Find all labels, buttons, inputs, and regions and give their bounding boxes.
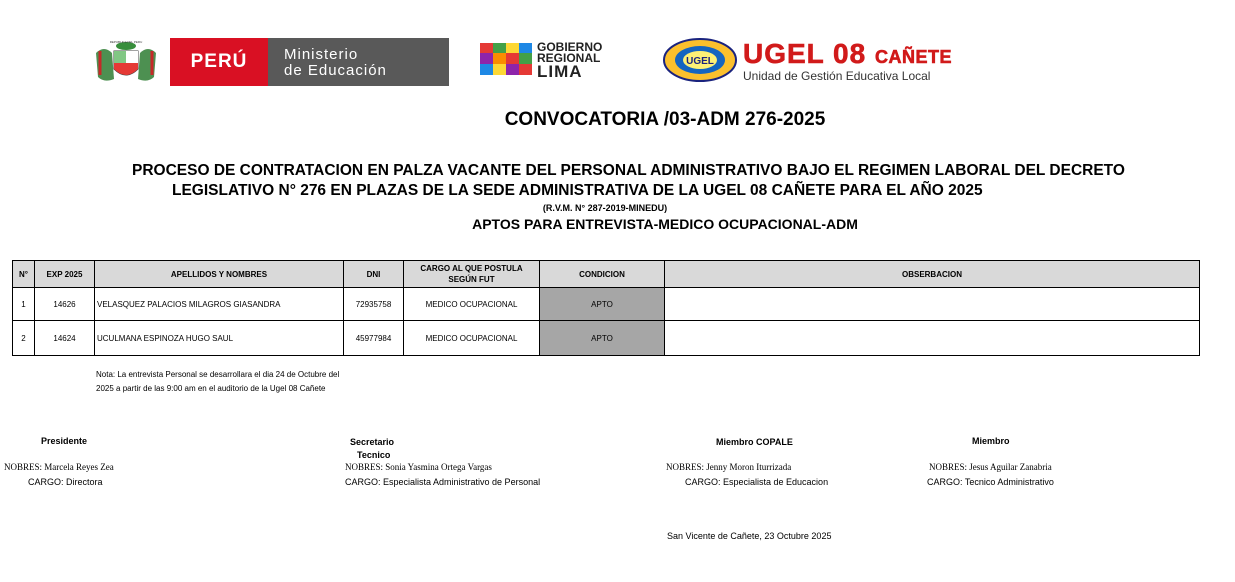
convocatoria-title: CONVOCATORIA /03-ADM 276-2025 <box>504 109 826 130</box>
miembro-role: Miembro <box>972 436 1010 446</box>
cell-exp: 14626 <box>35 288 95 321</box>
gobierno-regional-logo-text <box>537 42 602 80</box>
col-condicion-header: CONDICION <box>540 261 665 288</box>
ugel-seal-icon <box>662 37 738 83</box>
peru-coat-of-arms-icon <box>92 39 160 83</box>
minedu-logo <box>268 38 449 86</box>
cell-num: 2 <box>13 321 35 356</box>
presidente-role: Presidente <box>41 436 88 446</box>
fecha: San Vicente de Cañete, 23 Octubre 2025 <box>667 531 832 541</box>
col-num-header: N° <box>13 261 35 288</box>
table-header-row <box>13 261 1200 288</box>
presidente-nombre: NOBRES: Marcela Reyes Zea <box>4 462 114 472</box>
nota-line2: 2025 a partir de las 9:00 am en el auditorio de la Ugel 08 Cañete <box>96 384 326 393</box>
nota <box>96 368 339 396</box>
presidente-cargo: CARGO: Directora <box>28 477 103 487</box>
col-cargo-header-line1: CARGO AL QUE POSTULA <box>420 264 523 273</box>
miembro-copale-cargo: CARGO: Especialista de Educacion <box>685 477 829 487</box>
cell-observacion <box>665 321 1200 356</box>
cell-cargo: MEDICO OCUPACIONAL <box>404 288 540 321</box>
cell-nombre: UCULMANA ESPINOZA HUGO SAUL <box>95 321 344 356</box>
proceso-title-line1: PROCESO DE CONTRATACION EN PALZA VACANTE DEL PERSONAL ADMINISTRATIVO BAJO EL REGIMEN LABORAL DEL DECRETO <box>132 162 1125 179</box>
cell-dni: 72935758 <box>344 288 404 321</box>
svg-text:UGEL: UGEL <box>686 56 714 67</box>
cell-condicion: APTO <box>540 321 665 356</box>
col-cargo-header <box>404 261 540 288</box>
table-row <box>13 288 1200 321</box>
ugel-title-suffix: CAÑETE <box>874 47 952 67</box>
col-exp-header: EXP 2025 <box>35 261 95 288</box>
ugel-subtitle: Unidad de Gestión Educativa Local <box>743 69 931 83</box>
col-cargo-header-line2: SEGÚN FUT <box>448 275 495 284</box>
miembro-cargo: CARGO: Tecnico Administrativo <box>927 477 1054 487</box>
col-nombres-header: APELLIDOS Y NOMBRES <box>95 261 344 288</box>
minedu-line2: de Educación <box>284 62 387 79</box>
gobierno-line2: REGIONAL <box>537 51 601 65</box>
miembro-nombre: NOBRES: Jesus Aguilar Zanabria <box>929 462 1052 472</box>
nota-line1: Nota: La entrevista Personal se desarrollara el dia 24 de Octubre del <box>96 370 340 379</box>
cell-condicion: APTO <box>540 288 665 321</box>
cell-nombre: VELASQUEZ PALACIOS MILAGROS GIASANDRA <box>95 288 344 321</box>
cell-num: 1 <box>13 288 35 321</box>
minedu-line1: Ministerio <box>284 46 359 63</box>
ugel-title-main: UGEL 08 <box>743 38 867 69</box>
cell-exp: 14624 <box>35 321 95 356</box>
gobierno-regional-mosaic-icon <box>480 43 532 75</box>
svg-text:REPUBLICA DEL PERU: REPUBLICA DEL PERU <box>109 40 143 44</box>
cell-dni: 45977984 <box>344 321 404 356</box>
secretario-nombre: NOBRES: Sonia Yasmina Ortega Vargas <box>345 462 492 472</box>
secretario-role-line2: Tecnico <box>357 450 391 460</box>
proceso-title-line2: LEGISLATIVO N° 276 EN PLAZAS DE LA SEDE ADMINISTRATIVA DE LA UGEL 08 CAÑETE PARA EL AÑO 2025 <box>172 182 983 199</box>
peru-logo: PERÚ <box>170 38 268 86</box>
ugel-title <box>743 40 952 71</box>
results-table <box>12 260 1200 356</box>
miembro-copale-nombre: NOBRES: Jenny Moron Iturrizada <box>666 462 792 472</box>
gobierno-line3: LIMA <box>537 62 583 81</box>
secretario-role-line1: Secretario <box>350 437 395 447</box>
cell-cargo: MEDICO OCUPACIONAL <box>404 321 540 356</box>
miembro-copale-role: Miembro COPALE <box>716 437 793 447</box>
gobierno-line1: GOBIERNO <box>537 40 603 54</box>
secretario-cargo: CARGO: Especialista Administrativo de Personal <box>345 477 541 487</box>
col-dni-header: DNI <box>344 261 404 288</box>
rvm-reference: (R.V.M. N° 287-2019-MINEDU) <box>542 203 668 213</box>
aptos-subtitle: APTOS PARA ENTREVISTA-MEDICO OCUPACIONAL-ADM <box>472 216 858 232</box>
table-row <box>13 321 1200 356</box>
col-observacion-header: OBSERBACION <box>665 261 1200 288</box>
cell-observacion <box>665 288 1200 321</box>
